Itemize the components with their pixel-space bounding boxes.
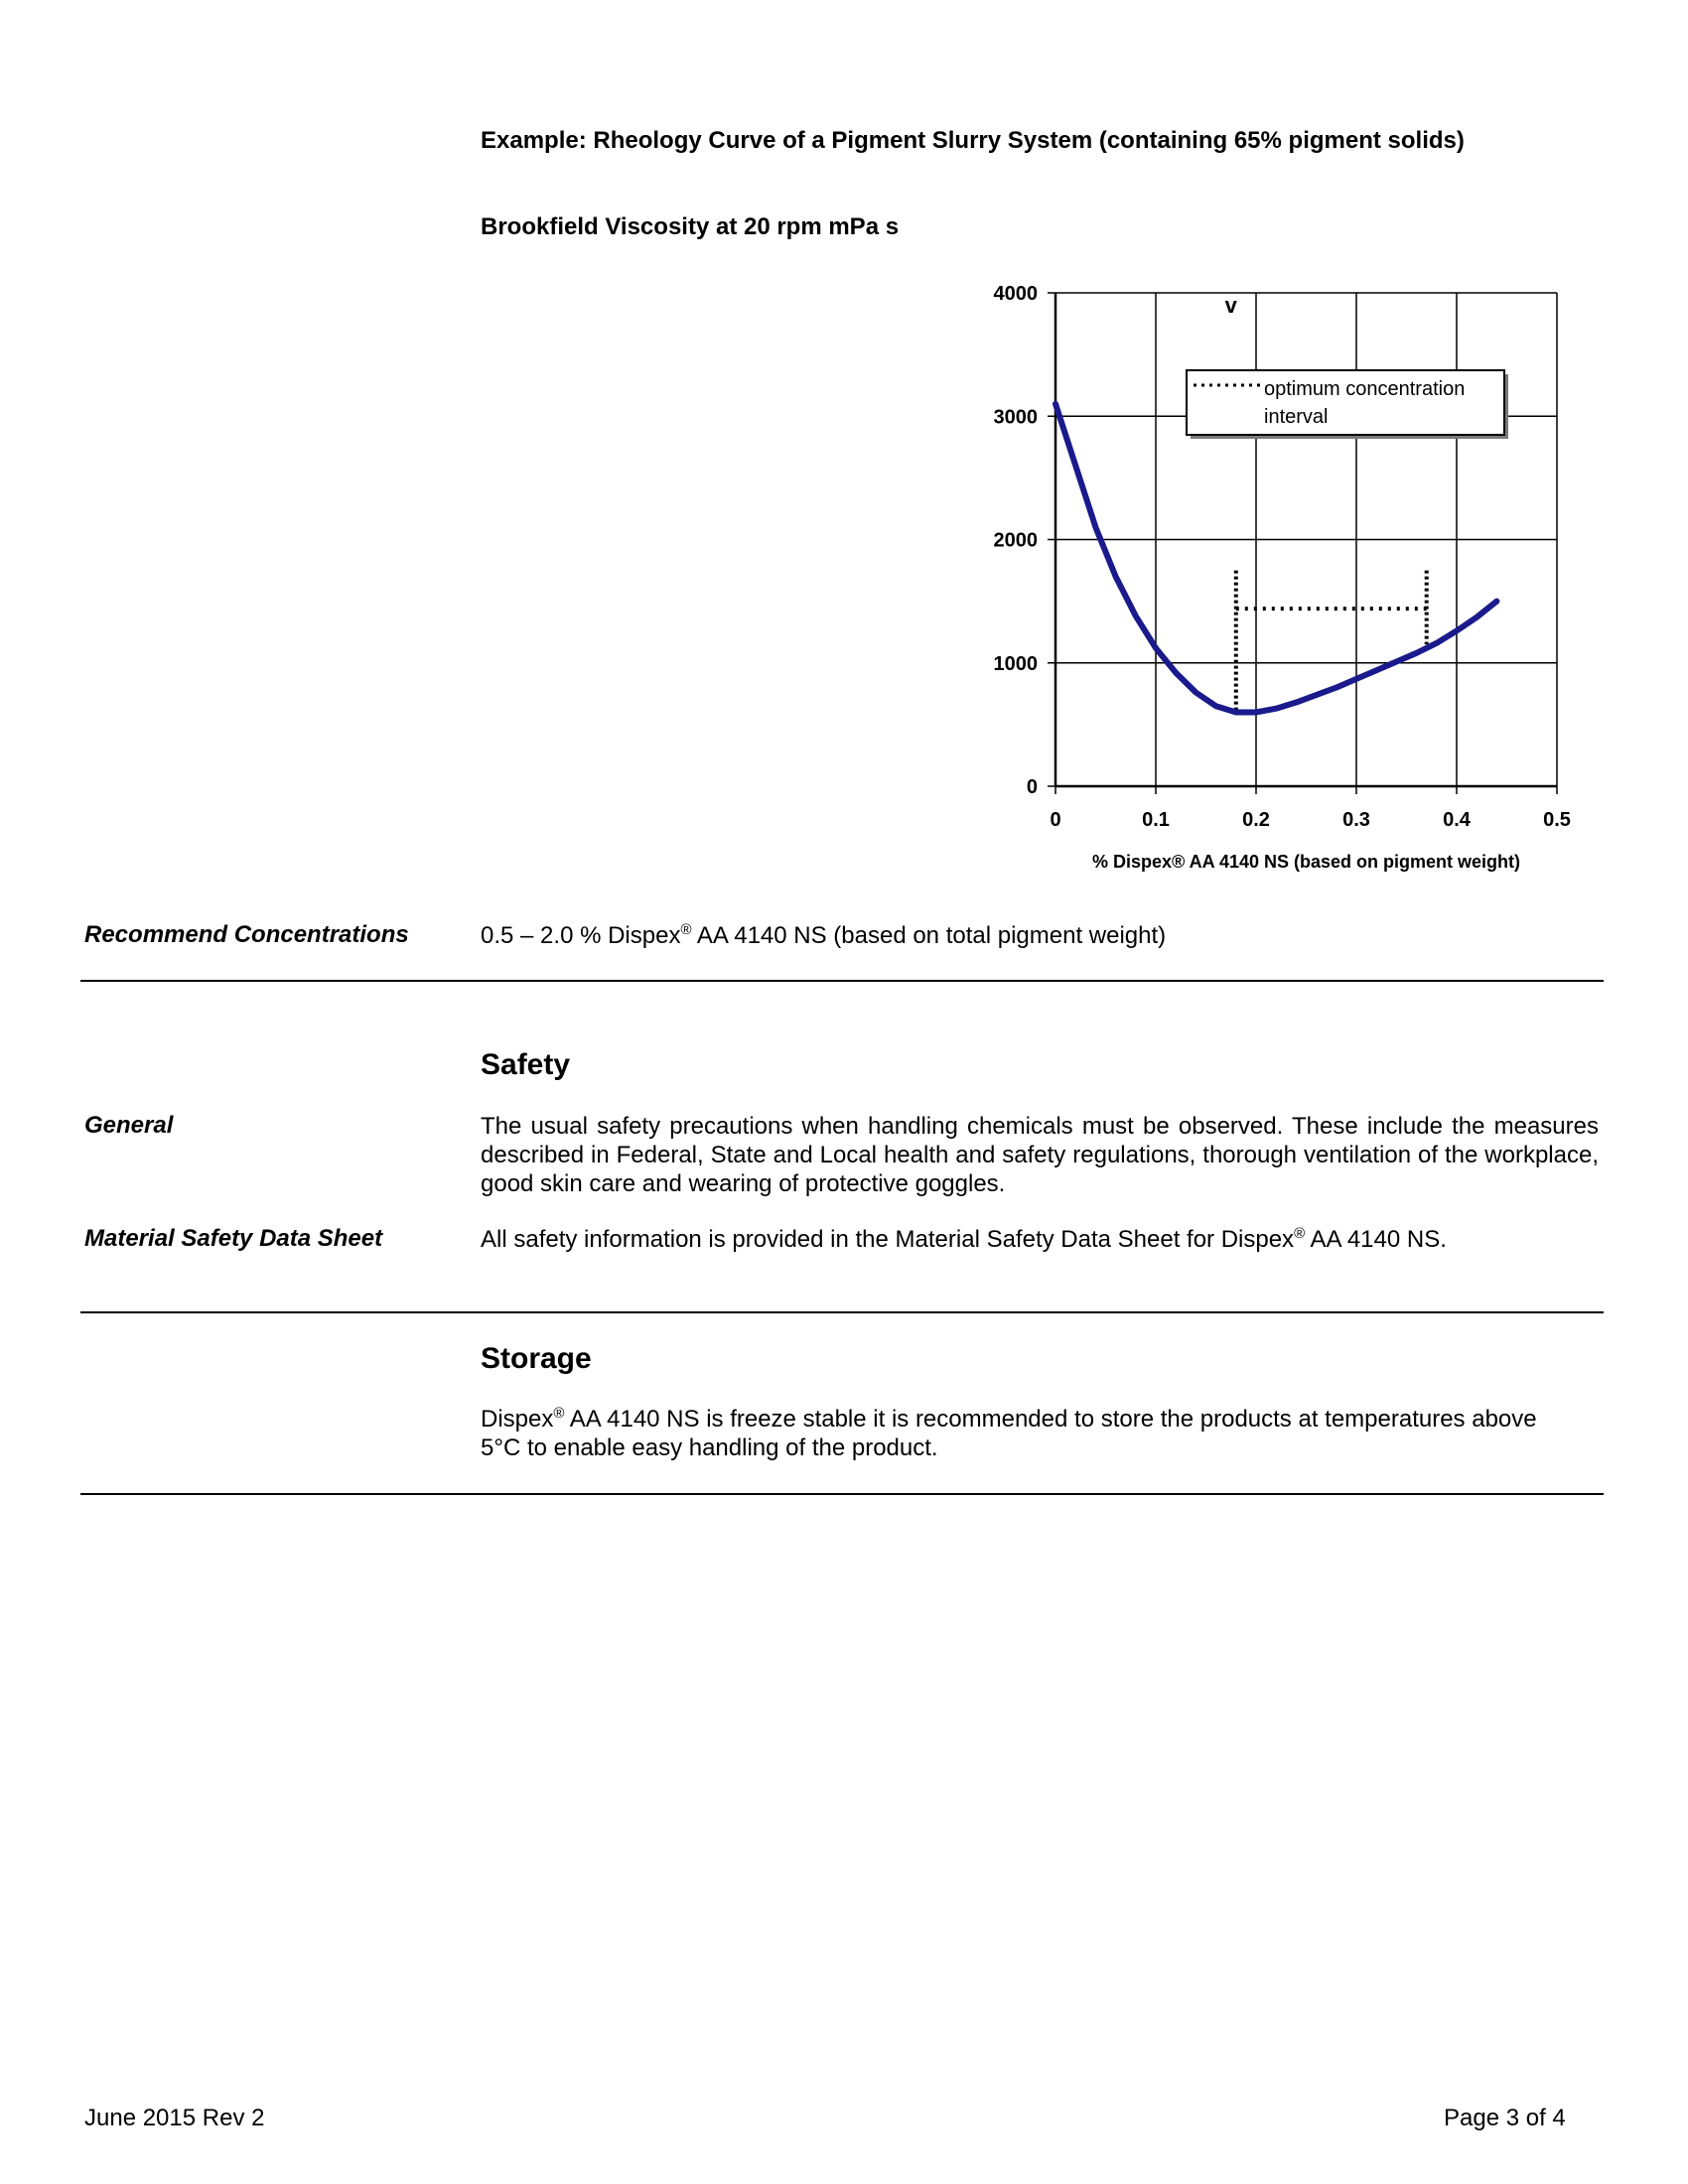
y-tick-label: 3000 — [993, 406, 1038, 429]
chart-tick-labels — [994, 283, 1571, 831]
y-tick-label: 0 — [1026, 776, 1038, 798]
y-tick-label: 4000 — [993, 283, 1038, 305]
x-tick-label: 0.4 — [1443, 809, 1471, 831]
chart-series — [1055, 404, 1496, 713]
safety-heading: Safety — [481, 1048, 571, 1081]
x-tick-label: 0.5 — [1543, 809, 1571, 831]
example-title: Example: Rheology Curve of a Pigment Slurry System (containing 65% pigment solids) — [481, 127, 1465, 154]
msds-text: All safety information is provided in the Material Safety Data Sheet for Dispex® AA 4140 NS. — [481, 1225, 1447, 1253]
footer-page: Page 3 of 4 — [1444, 2105, 1566, 2131]
legend-text-line1: optimum concentration — [1264, 378, 1466, 400]
general-text: The usual safety precautions when handling chemicals must be observed. These include the measures described in Federal, State and Local health and safety regulations, thorough ventilation of the workplace, good skin care and wearing of protective goggles. — [481, 1113, 1599, 1197]
divider-1 — [80, 980, 1604, 982]
series-line-0 — [1055, 404, 1496, 713]
x-tick-label: 0.3 — [1342, 809, 1370, 831]
divider-2 — [80, 1311, 1604, 1313]
x-tick-label: 0 — [1050, 809, 1061, 831]
legend-text-line2: interval — [1264, 406, 1329, 428]
top-marker-label: v — [1224, 293, 1237, 318]
storage-text: Dispex® AA 4140 NS is freeze stable it is recommended to store the products at temperatures above 5°C to enable easy handling of the product. — [481, 1405, 1537, 1461]
x-tick-label: 0.2 — [1242, 809, 1270, 831]
x-tick-label: 0.1 — [1142, 809, 1170, 831]
footer-date: June 2015 Rev 2 — [84, 2105, 265, 2131]
y-tick-label: 2000 — [993, 529, 1038, 552]
chart-axes — [1048, 293, 1557, 794]
general-label: General — [84, 1112, 174, 1139]
msds-label: Material Safety Data Sheet — [84, 1225, 383, 1252]
rheology-chart — [973, 278, 1571, 893]
chart-grid — [1055, 293, 1557, 786]
x-axis-label: % Dispex® AA 4140 NS (based on pigment weight) — [1091, 852, 1521, 872]
chart-legend — [1187, 370, 1508, 439]
storage-heading: Storage — [481, 1342, 592, 1375]
recommend-text: 0.5 – 2.0 % Dispex® AA 4140 NS (based on total pigment weight) — [481, 921, 1167, 949]
recommend-label: Recommend Concentrations — [84, 921, 409, 948]
chart-title: Brookfield Viscosity at 20 rpm mPa s — [481, 213, 900, 240]
divider-3 — [80, 1493, 1604, 1495]
y-tick-label: 1000 — [993, 652, 1038, 675]
